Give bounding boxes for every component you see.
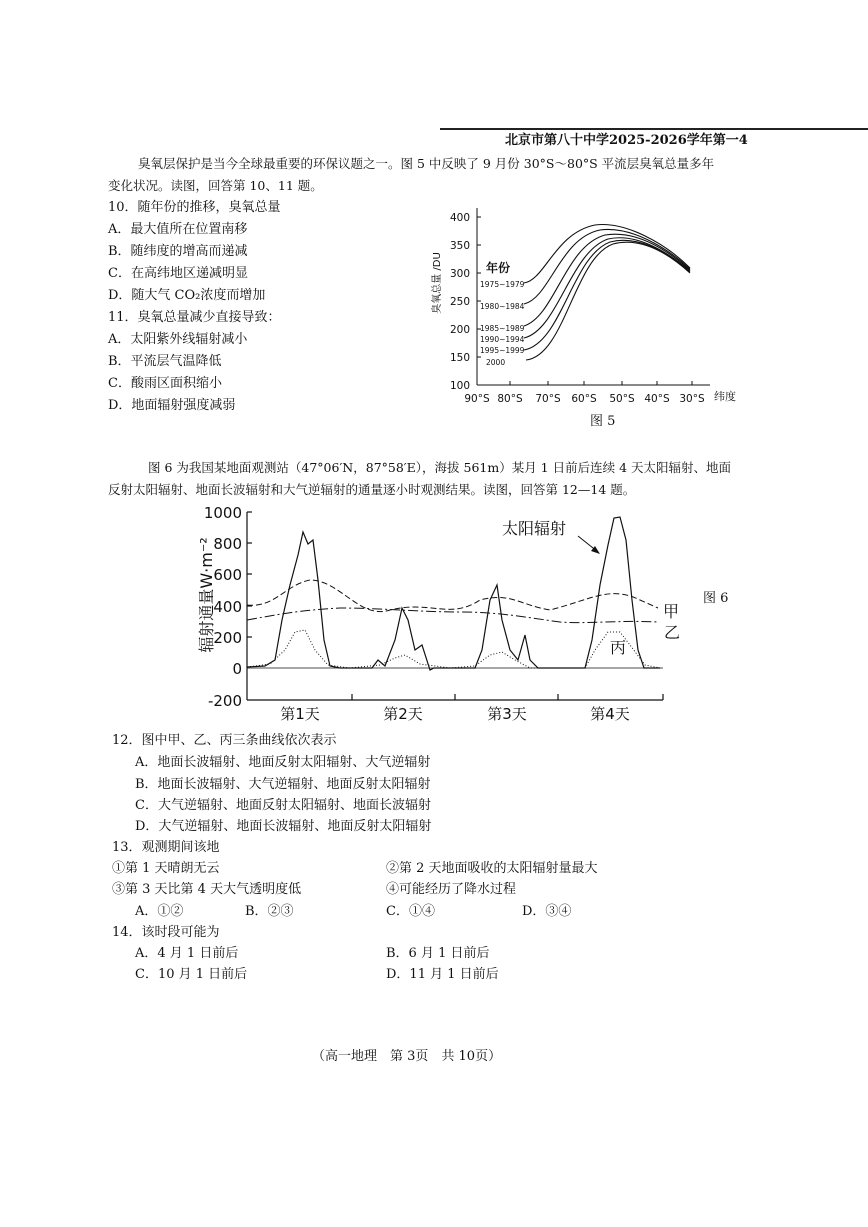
q11-option-d: D．地面辐射强度减弱 [108,398,236,413]
fig5-xtick: 40°S [644,393,670,405]
fig6-xtick: 第2天 [383,705,423,723]
fig6-ylabel: 辐射通量W·m⁻² [197,537,216,653]
fig6-xtick: 第1天 [280,705,320,723]
fig6-caption: 图 6 [703,591,729,606]
page-footer: （高一地理 第 3页 共 10页） [312,1049,502,1064]
q11-option-b: B．平流层气温降低 [108,354,222,369]
fig6-xtick: 第4天 [590,705,630,723]
fig5-caption: 图 5 [590,414,616,429]
q14-option-b: B．6 月 1 日前后 [386,946,490,961]
fig5-ytick: 350 [449,240,470,252]
q14-option-d: D．11 月 1 日前后 [386,967,499,982]
fig5-ytick: 250 [449,296,470,308]
fig5-ytick: 100 [449,380,470,392]
fig6-label-bing: 丙 [610,638,627,657]
q12-stem: 12．图中甲、乙、丙三条曲线依次表示 [112,733,337,748]
q10-option-c: C．在高纬地区递减明显 [108,266,248,281]
q11-stem: 11．臭氧总量减少直接导致： [108,310,281,325]
intro2-line2: 反射太阳辐射、地面长波辐射和大气逆辐射的通量逐小时观测结果。读图，回答第 12—14 题。 [108,482,636,497]
fig6-ytick: 400 [213,598,242,616]
q13-option-b: B．②③ [245,904,294,919]
fig5-ylabel: 臭氧总量 /DU [432,252,443,314]
fig6-ytick: 0 [232,660,242,678]
fig5-curve-1980 [524,229,690,304]
fig5-curve-1990 [524,238,690,338]
q14-option-c: C．10 月 1 日前后 [135,967,248,982]
q10-option-b: B．随纬度的增高而递减 [108,244,248,259]
fig5-ytick: 150 [449,352,470,364]
fig6-ytick: 200 [213,629,242,647]
q12-option-c: C．大气逆辐射、地面反射太阳辐射、地面长波辐射 [135,798,431,813]
fig6-ytick: -200 [207,692,242,710]
figure-5-ozone-chart [420,188,760,433]
q12-option-d: D．大气逆辐射、地面长波辐射、地面反射太阳辐射 [135,819,432,834]
header-title: 北京市第八十中学2025-2026学年第一4 [505,133,748,148]
fig5-ytick: 200 [449,324,470,336]
q13-option-d: D．③④ [522,904,572,919]
fig5-xtick: 30°S [679,393,705,405]
fig6-xtick: 第3天 [487,705,527,723]
q10-option-d: D．随大气 CO₂浓度而增加 [108,288,266,303]
fig5-ytick: 300 [449,268,470,280]
fig5-series-label: 1975~1979 [480,280,525,289]
q12-option-a: A．地面长波辐射、地面反射太阳辐射、大气逆辐射 [135,755,431,770]
fig5-xtick: 80°S [497,393,523,405]
fig6-ytick: 600 [213,566,242,584]
fig5-xlabel: 纬度 [714,390,736,403]
intro1-line2: 变化状况。读图，回答第 10、11 题。 [108,178,323,193]
q13-statement-2: ②第 2 天地面吸收的太阳辐射量最大 [386,861,598,876]
fig6-curve-solar [247,517,660,670]
fig5-xtick: 90°S [464,393,490,405]
q11-option-a: A．太阳紫外线辐射减小 [108,332,248,347]
fig5-series-label: 1980~1984 [480,302,525,311]
q13-statement-3: ③第 3 天比第 4 天大气透明度低 [112,882,302,897]
fig6-label-solar: 太阳辐射 [502,519,567,538]
fig5-legend-title: 年份 [486,261,511,275]
fig5-series-label: 1990~1994 [480,335,525,344]
fig5-ytick: 400 [449,212,470,224]
q14-stem: 14．该时段可能为 [112,925,220,940]
q13-option-c: C．①④ [386,904,435,919]
q10-stem: 10．随年份的推移，臭氧总量 [108,200,281,215]
fig5-xtick: 70°S [535,393,561,405]
q13-statement-1: ①第 1 天晴朗无云 [112,861,220,876]
fig6-label-jia: 甲 [663,602,680,621]
fig6-ytick: 800 [213,535,242,553]
q13-option-a: A．①② [135,904,184,919]
fig5-series-label: 2000 [486,358,506,367]
fig5-xtick: 50°S [609,393,635,405]
figure-6-radiation-chart [190,500,730,730]
q10-option-a: A．最大值所在位置南移 [108,222,248,237]
fig5-xtick: 60°S [571,393,597,405]
q13-statement-4: ④可能经历了降水过程 [386,882,517,897]
fig5-curve-2000 [526,242,690,360]
fig5-series-label: 1995~1999 [480,346,525,355]
intro2-line1: 图 6 为我国某地面观测站（47°06′N，87°58′E），海拔 561m）某月 1 日前后连续 4 天太阳辐射、地面 [148,460,731,475]
fig5-curve-1995 [524,240,690,350]
q14-option-a: A．4 月 1 日前后 [135,946,239,961]
fig6-ytick: 1000 [203,504,242,522]
q11-option-c: C．酸雨区面积缩小 [108,376,222,391]
fig6-curve-bing [247,630,660,668]
intro1-line1: 臭氧层保护是当今全球最重要的环保议题之一。图 5 中反映了 9 月份 30°S～80°S 平流层臭氧总量多年 [138,156,715,171]
fig5-series-label: 1985~1989 [480,324,525,333]
q13-stem: 13．观测期间该地 [112,840,220,855]
q12-option-b: B．地面长波辐射、大气逆辐射、地面反射太阳辐射 [135,777,431,792]
fig6-label-yi: 乙 [664,623,681,642]
